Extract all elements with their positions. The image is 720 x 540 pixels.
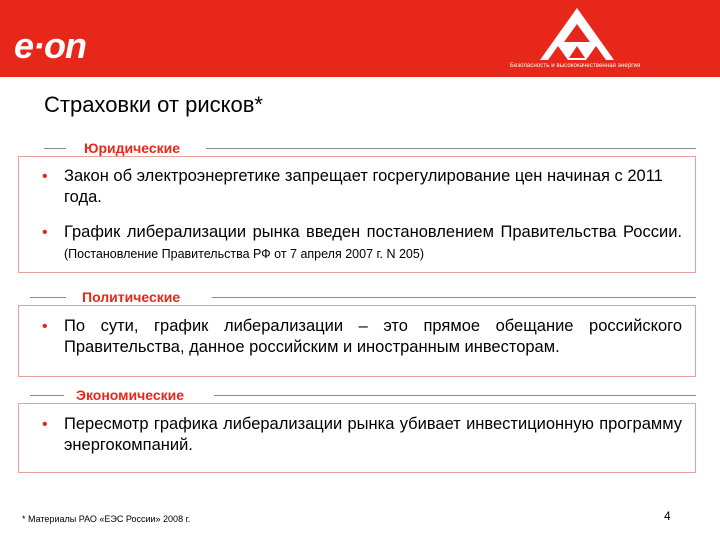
bullet-text: По сути, график либерализации – это прямое обещание российского Правительства, данное российским и иностранным инвесторам.: [64, 317, 682, 356]
bullet-dot: •: [42, 416, 48, 433]
footnote: * Материалы РАО «ЕЭС России» 2008 г.: [22, 514, 191, 524]
page-number: 4: [664, 509, 671, 523]
triangle-emblem-icon: [538, 6, 616, 62]
eon-logo: e·on: [14, 25, 86, 66]
bullet-text: График либерализации рынка введен постановлением Правительства России.: [64, 223, 682, 241]
bullet-dot: •: [42, 224, 48, 241]
header-bar: [0, 0, 720, 77]
bullet-item: [42, 414, 682, 456]
header-tagline: Безопасность и высококачественная энергия: [510, 63, 641, 69]
bullet-note: (Постановление Правительства РФ от 7 апреля 2007 г. N 205): [64, 247, 424, 261]
bullet-text: Закон об электроэнергетике запрещает госрегулирование цен начиная с 2011 года.: [64, 167, 663, 206]
bullet-text: Пересмотр графика либерализации рынка убивает инвестиционную программу энергокомпаний.: [64, 415, 682, 454]
section-rule-left: [30, 297, 66, 298]
section-rule-right: [206, 148, 696, 149]
bullet-dot: •: [42, 318, 48, 335]
section-rule-right: [212, 297, 696, 298]
section-rule-left: [44, 148, 66, 149]
bullet-item: [42, 316, 682, 358]
section-label-political: Политические: [70, 289, 192, 305]
slide-title: Страховки от рисков*: [44, 92, 263, 117]
bullet-item: [42, 222, 682, 265]
section-rule-right: [214, 395, 696, 396]
bullet-item: [42, 166, 682, 208]
bullet-dot: •: [42, 168, 48, 185]
section-rule-left: [30, 395, 66, 396]
section-label-economic: Экономические: [64, 387, 196, 403]
section-label-legal: Юридические: [72, 140, 192, 156]
